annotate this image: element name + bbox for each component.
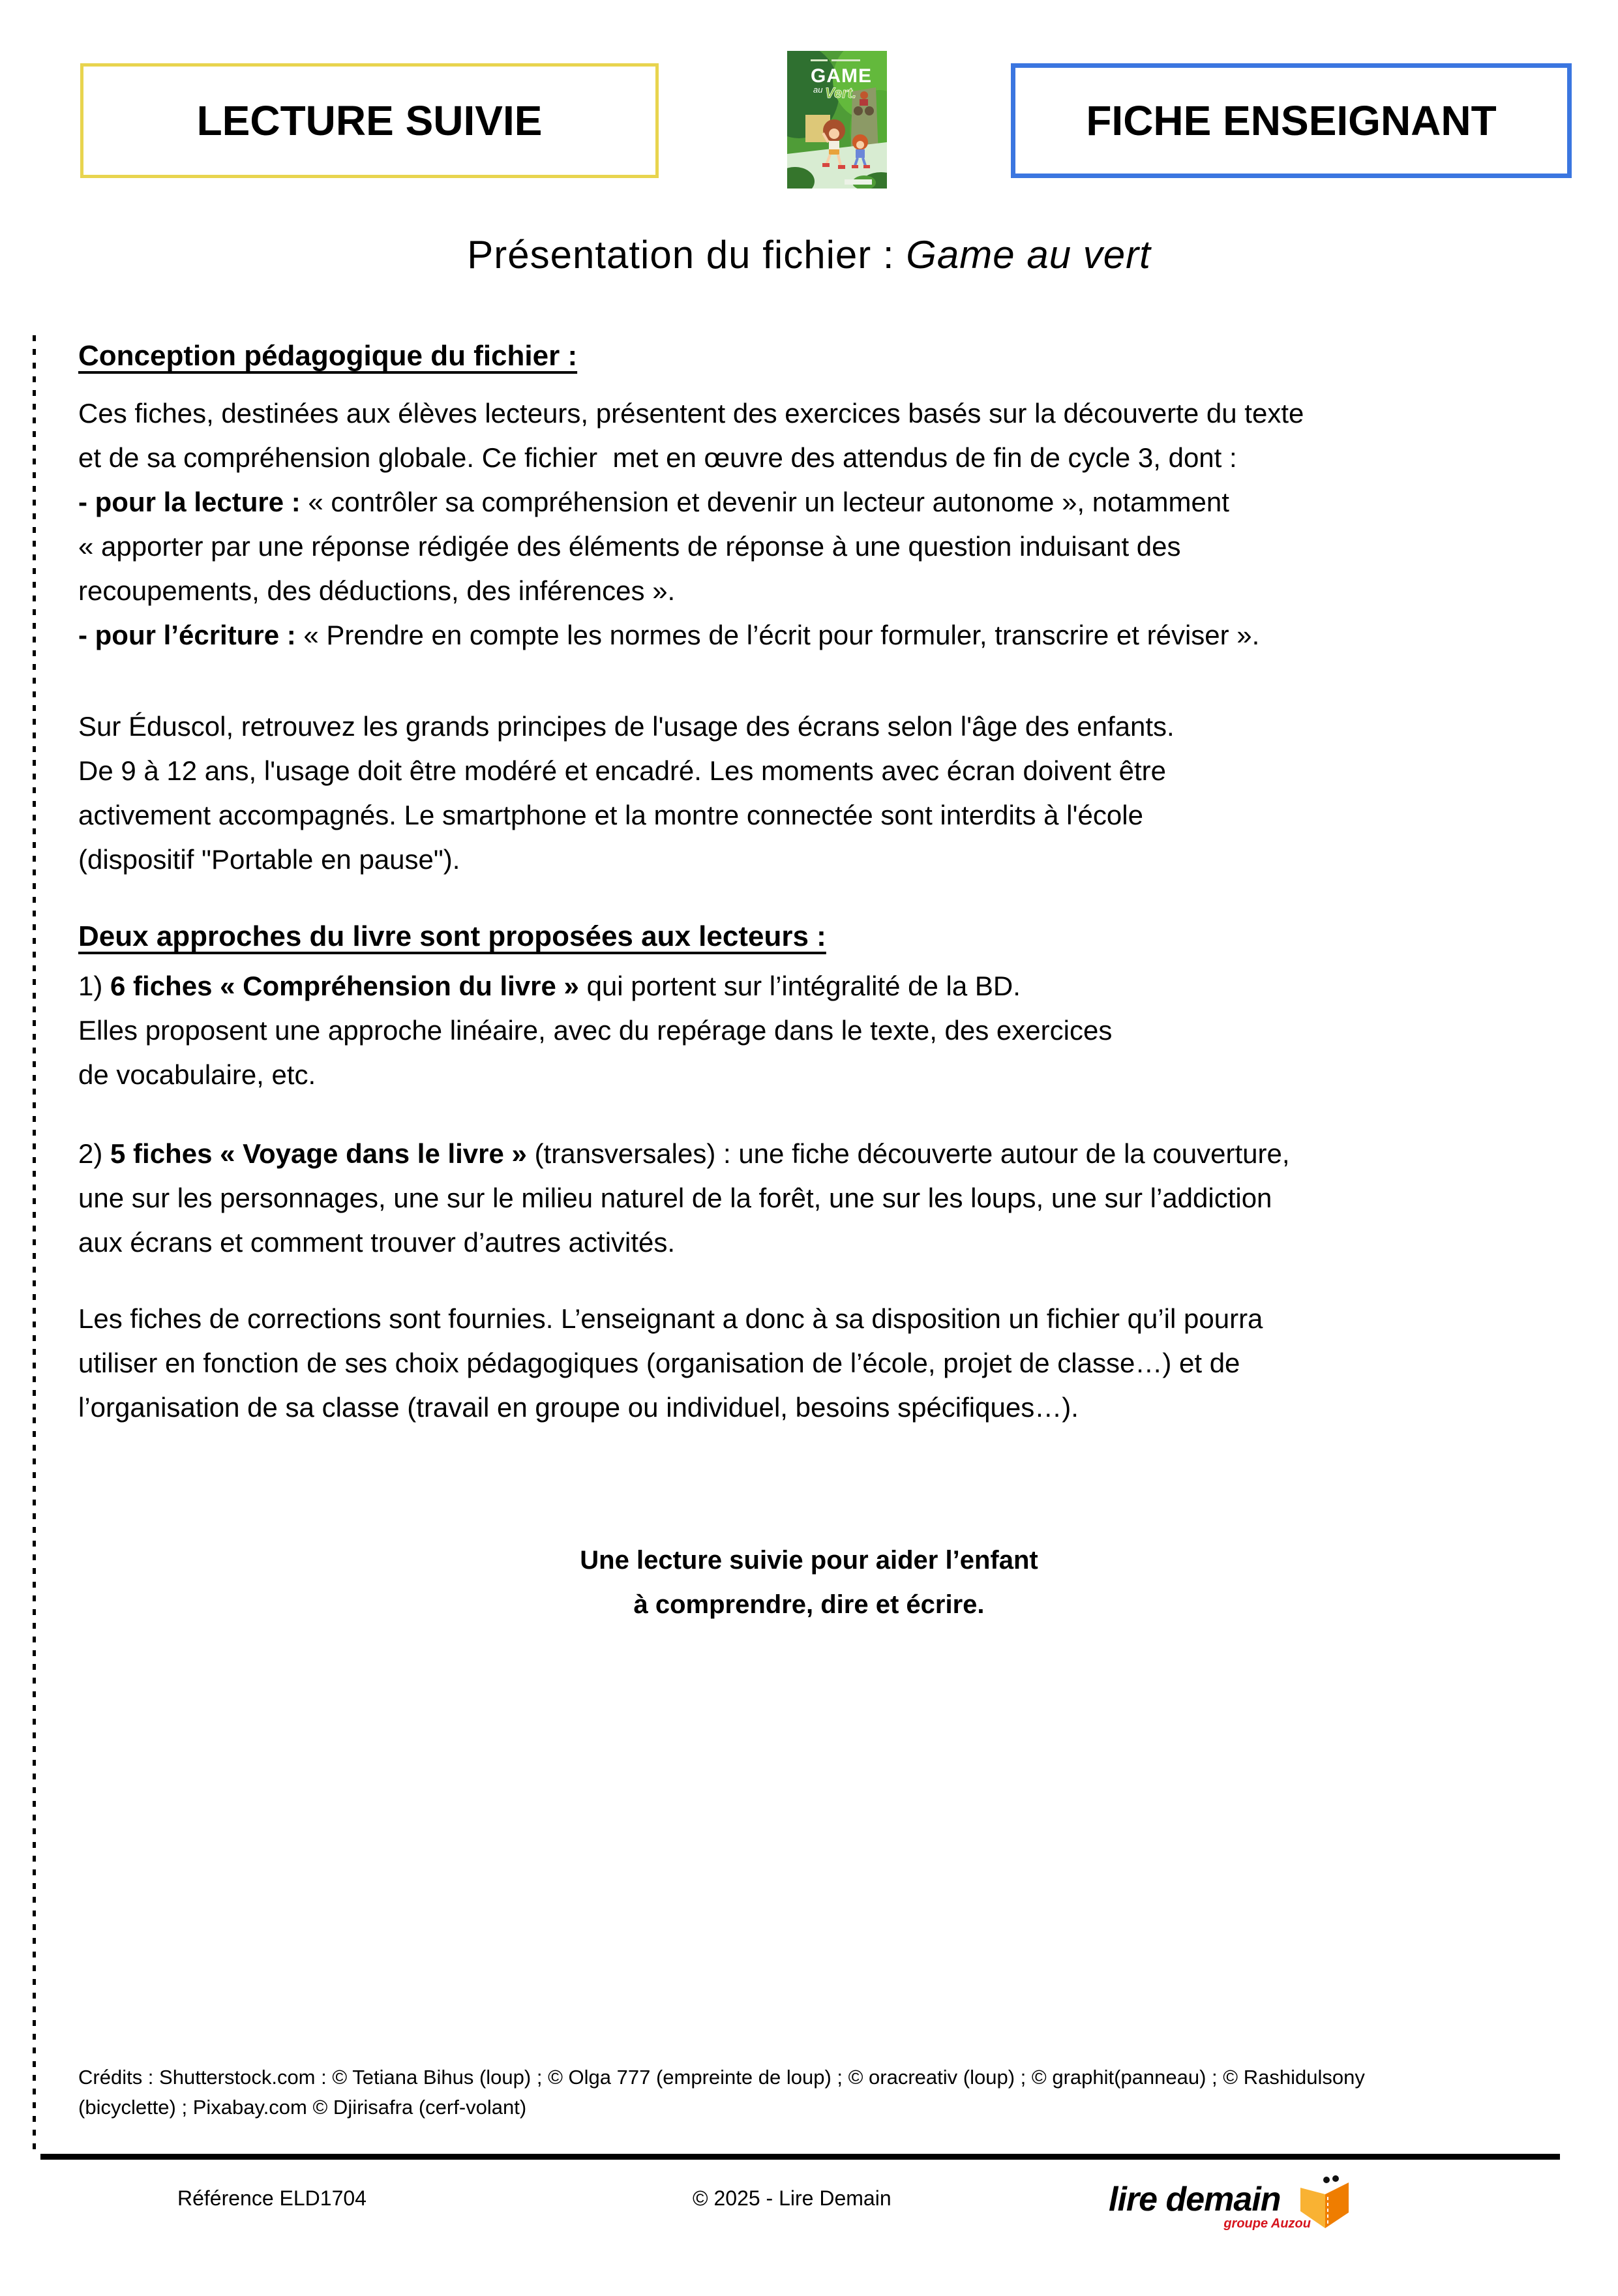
section-heading-deux-approches: Deux approches du livre sont proposées aux lecteurs : [78, 920, 826, 952]
credits-line: (bicyclette) ; Pixabay.com © Djirisafra (cerf-volant) [78, 2096, 527, 2119]
body-line: de vocabulaire, etc. [78, 1059, 316, 1090]
footer-divider-line [40, 2154, 1560, 2160]
ecriture-bold: - pour l’écriture : [78, 620, 304, 650]
lire-demain-book-icon [1296, 2175, 1351, 2231]
body-line-item1 [78, 964, 1112, 1008]
body-line: De 9 à 12 ans, l'usage doit être modéré et encadré. Les moments avec écran doivent être [78, 755, 1166, 786]
lecture-bold: - pour la lecture : [78, 487, 308, 517]
lecture-suivie-label: LECTURE SUIVIE [196, 97, 543, 144]
footer-copyright: © 2025 - Lire Demain [693, 2186, 891, 2210]
credits-line: Crédits : Shutterstock.com : © Tetiana Bihus (loup) ; © Olga 777 (empreinte de loup) ; © oracreativ (loup) ; © graphit(panneau) ; © Rashidulsony [78, 2066, 1365, 2089]
body-line: et de sa compréhension globale. Ce fichier met en œuvre des attendus de fin de cycle 3, dont : [78, 442, 1237, 473]
body-line-ecriture [78, 613, 1304, 657]
item2-prefix: 2) [78, 1138, 111, 1169]
cover-title-vert: Vert. [825, 85, 857, 101]
item1-bold: 6 fiches « Compréhension du livre » [110, 971, 579, 1001]
callout-lecture-suivie [0, 1538, 1618, 1627]
fiche-enseignant-box [1011, 63, 1572, 178]
lecture-rest: « contrôler sa compréhension et devenir un lecteur autonome », notamment [308, 487, 1229, 517]
paragraph-item2 [78, 1132, 1290, 1265]
fiche-enseignant-label: FICHE ENSEIGNANT [1086, 97, 1497, 144]
body-line-item2 [78, 1132, 1290, 1176]
section-heading-conception: Conception pédagogique du fichier : [78, 340, 578, 372]
paragraph-corrections [78, 1297, 1263, 1430]
body-line: Les fiches de corrections sont fournies. L’enseignant a donc à sa disposition un fichier qu’il pourra [78, 1303, 1263, 1334]
credits [78, 2062, 1365, 2122]
callout-line: Une lecture suivie pour aider l’enfant [580, 1546, 1038, 1575]
body-line: activement accompagnés. Le smartphone et la montre connectée sont interdits à l'école [78, 800, 1143, 830]
body-line: utiliser en fonction de ses choix pédagogiques (organisation de l’école, projet de classe…) et de [78, 1348, 1240, 1378]
body-line: « apporter par une réponse rédigée des éléments de réponse à une question induisant des [78, 531, 1181, 562]
body-line: Elles proposent une approche linéaire, avec du repérage dans le texte, des exercices [78, 1015, 1113, 1046]
body-line: Sur Éduscol, retrouvez les grands principes de l'usage des écrans selon l'âge des enfants. [78, 711, 1175, 742]
body-line: Ces fiches, destinées aux élèves lecteurs, présentent des exercices basés sur la découverte du texte [78, 398, 1304, 429]
lire-demain-logo-text: lire demain [1109, 2181, 1281, 2218]
book-cover-art [787, 51, 887, 189]
body-line: une sur les personnages, une sur le milieu naturel de la forêt, une sur les loups, une sur l’addiction [78, 1183, 1272, 1213]
footer-reference: Référence ELD1704 [177, 2186, 367, 2210]
paragraph-eduscol [78, 704, 1175, 882]
body-line: l’organisation de sa classe (travail en groupe ou individuel, besoins spécifiques…). [78, 1392, 1079, 1423]
paragraph-conception [78, 391, 1304, 657]
body-line: (dispositif "Portable en pause"). [78, 844, 460, 875]
ecriture-rest: « Prendre en compte les normes de l’écrit pour formuler, transcrire et réviser ». [303, 620, 1260, 650]
cover-title-au: au [813, 85, 823, 95]
page-title-regular: Présentation du fichier : [467, 233, 906, 277]
page-title-book-name: Game au vert [906, 233, 1151, 277]
callout-line: à comprendre, dire et écrire. [633, 1590, 985, 1619]
lire-demain-logo-subtext: groupe Auzou [1223, 2216, 1311, 2231]
book-cover-game-au-vert [787, 51, 887, 189]
item1-prefix: 1) [78, 971, 111, 1001]
page-title [0, 232, 1618, 277]
paragraph-item1 [78, 964, 1112, 1097]
item2-rest: (transversales) : une fiche découverte autour de la couverture, [526, 1138, 1290, 1169]
lecture-suivie-box [80, 63, 659, 178]
body-line: recoupements, des déductions, des inférences ». [78, 575, 676, 606]
item2-bold: 5 fiches « Voyage dans le livre » [110, 1138, 527, 1169]
item1-rest: qui portent sur l’intégralité de la BD. [578, 971, 1021, 1001]
cover-title-game: GAME [811, 65, 872, 87]
body-line-lecture [78, 480, 1304, 524]
body-line: aux écrans et comment trouver d’autres activités. [78, 1227, 676, 1258]
left-dotted-margin-line [33, 335, 36, 2154]
